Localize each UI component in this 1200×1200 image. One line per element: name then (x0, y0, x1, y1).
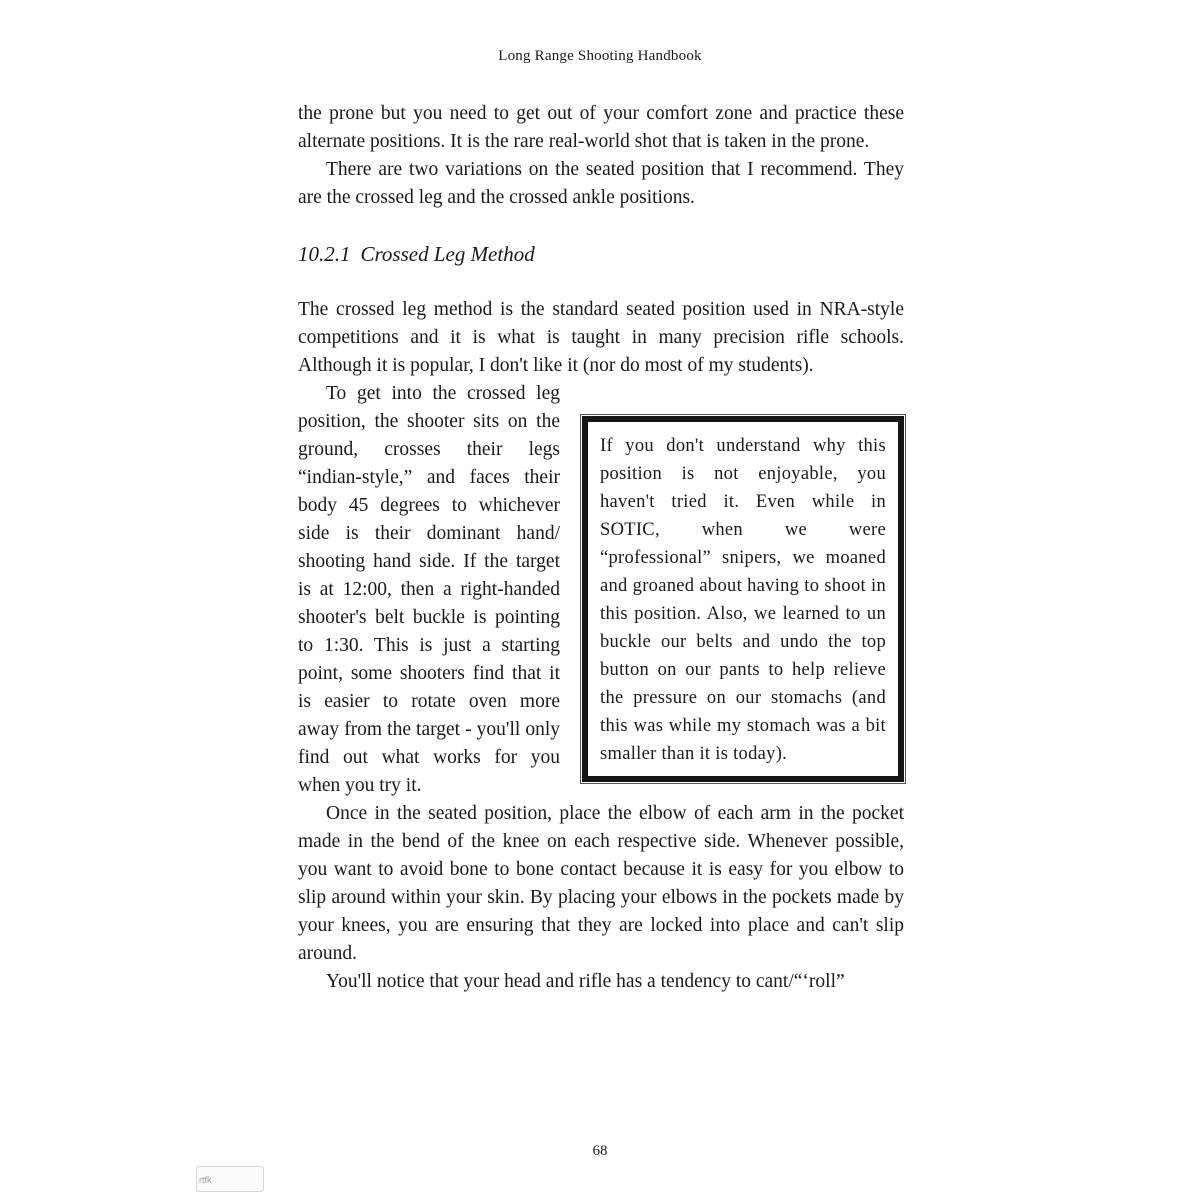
paragraph-prone-continuation: the prone but you need to get out of your comfort zone and practice these alternate positions. It is the rare real-world shot that is taken in the prone. (298, 103, 904, 152)
page-body (298, 100, 904, 996)
page-number: 68 (592, 1143, 608, 1159)
section-number: 10.2.1 (298, 242, 351, 266)
section-heading (298, 240, 904, 268)
paragraph-seated-variations: There are two variations on the seated position that I recommend. They are the crossed leg and the crossed ankle positions. (298, 159, 904, 208)
section-title: Crossed Leg Method (360, 242, 535, 266)
paragraph-crossed-leg-intro: The crossed leg method is the standard seated position used in NRA-style competitions and it is what is taught in many precision rifle schools. Although it is popular, I don't like it (nor do most of my students). (298, 299, 904, 376)
corner-tab[interactable]: rtfk (196, 1166, 264, 1192)
sidebar-box (582, 416, 904, 782)
sidebar-text: If you don't understand why this position is not enjoyable, you haven't tried it. Even while in SOTIC, when we were “professional” snipers, we moaned and groaned about having to shoot in this position. Also, we learned to un buckle our belts and undo the top button on our pants to help relieve the pressure on our stomachs (and this was while my stomach was a bit smaller than it is today). (600, 436, 886, 764)
paragraph-cant-roll: You'll notice that your head and rifle has a tendency to cant/“‘roll” (326, 971, 845, 992)
paragraph-elbow-placement: Once in the seated position, place the elbow of each arm in the pocket made in the bend of the knee on each respective side. Whenever possible, you want to avoid bone to bone contact because it is easy for you elbow to slip around within your skin. By placing your elbows in the pockets made by your knees, you are ensuring that they are locked into place and can't slip around. (298, 803, 904, 964)
running-head: Long Range Shooting Handbook (498, 48, 702, 64)
paragraph-crossed-leg-setup: To get into the crossed leg position, the shooter sits on the ground, crosses their legs “indian-style,” and faces their body 45 degrees to whichever side is their dominant hand/ shooting hand side. If the target is at 12:00, then a right-handed shooter's belt buckle is pointing to 1:30. This is just a starting point, some shooters find that it is easier to rotate oven more away from the target - you'll only find out what works for you when you try it. (298, 383, 560, 796)
